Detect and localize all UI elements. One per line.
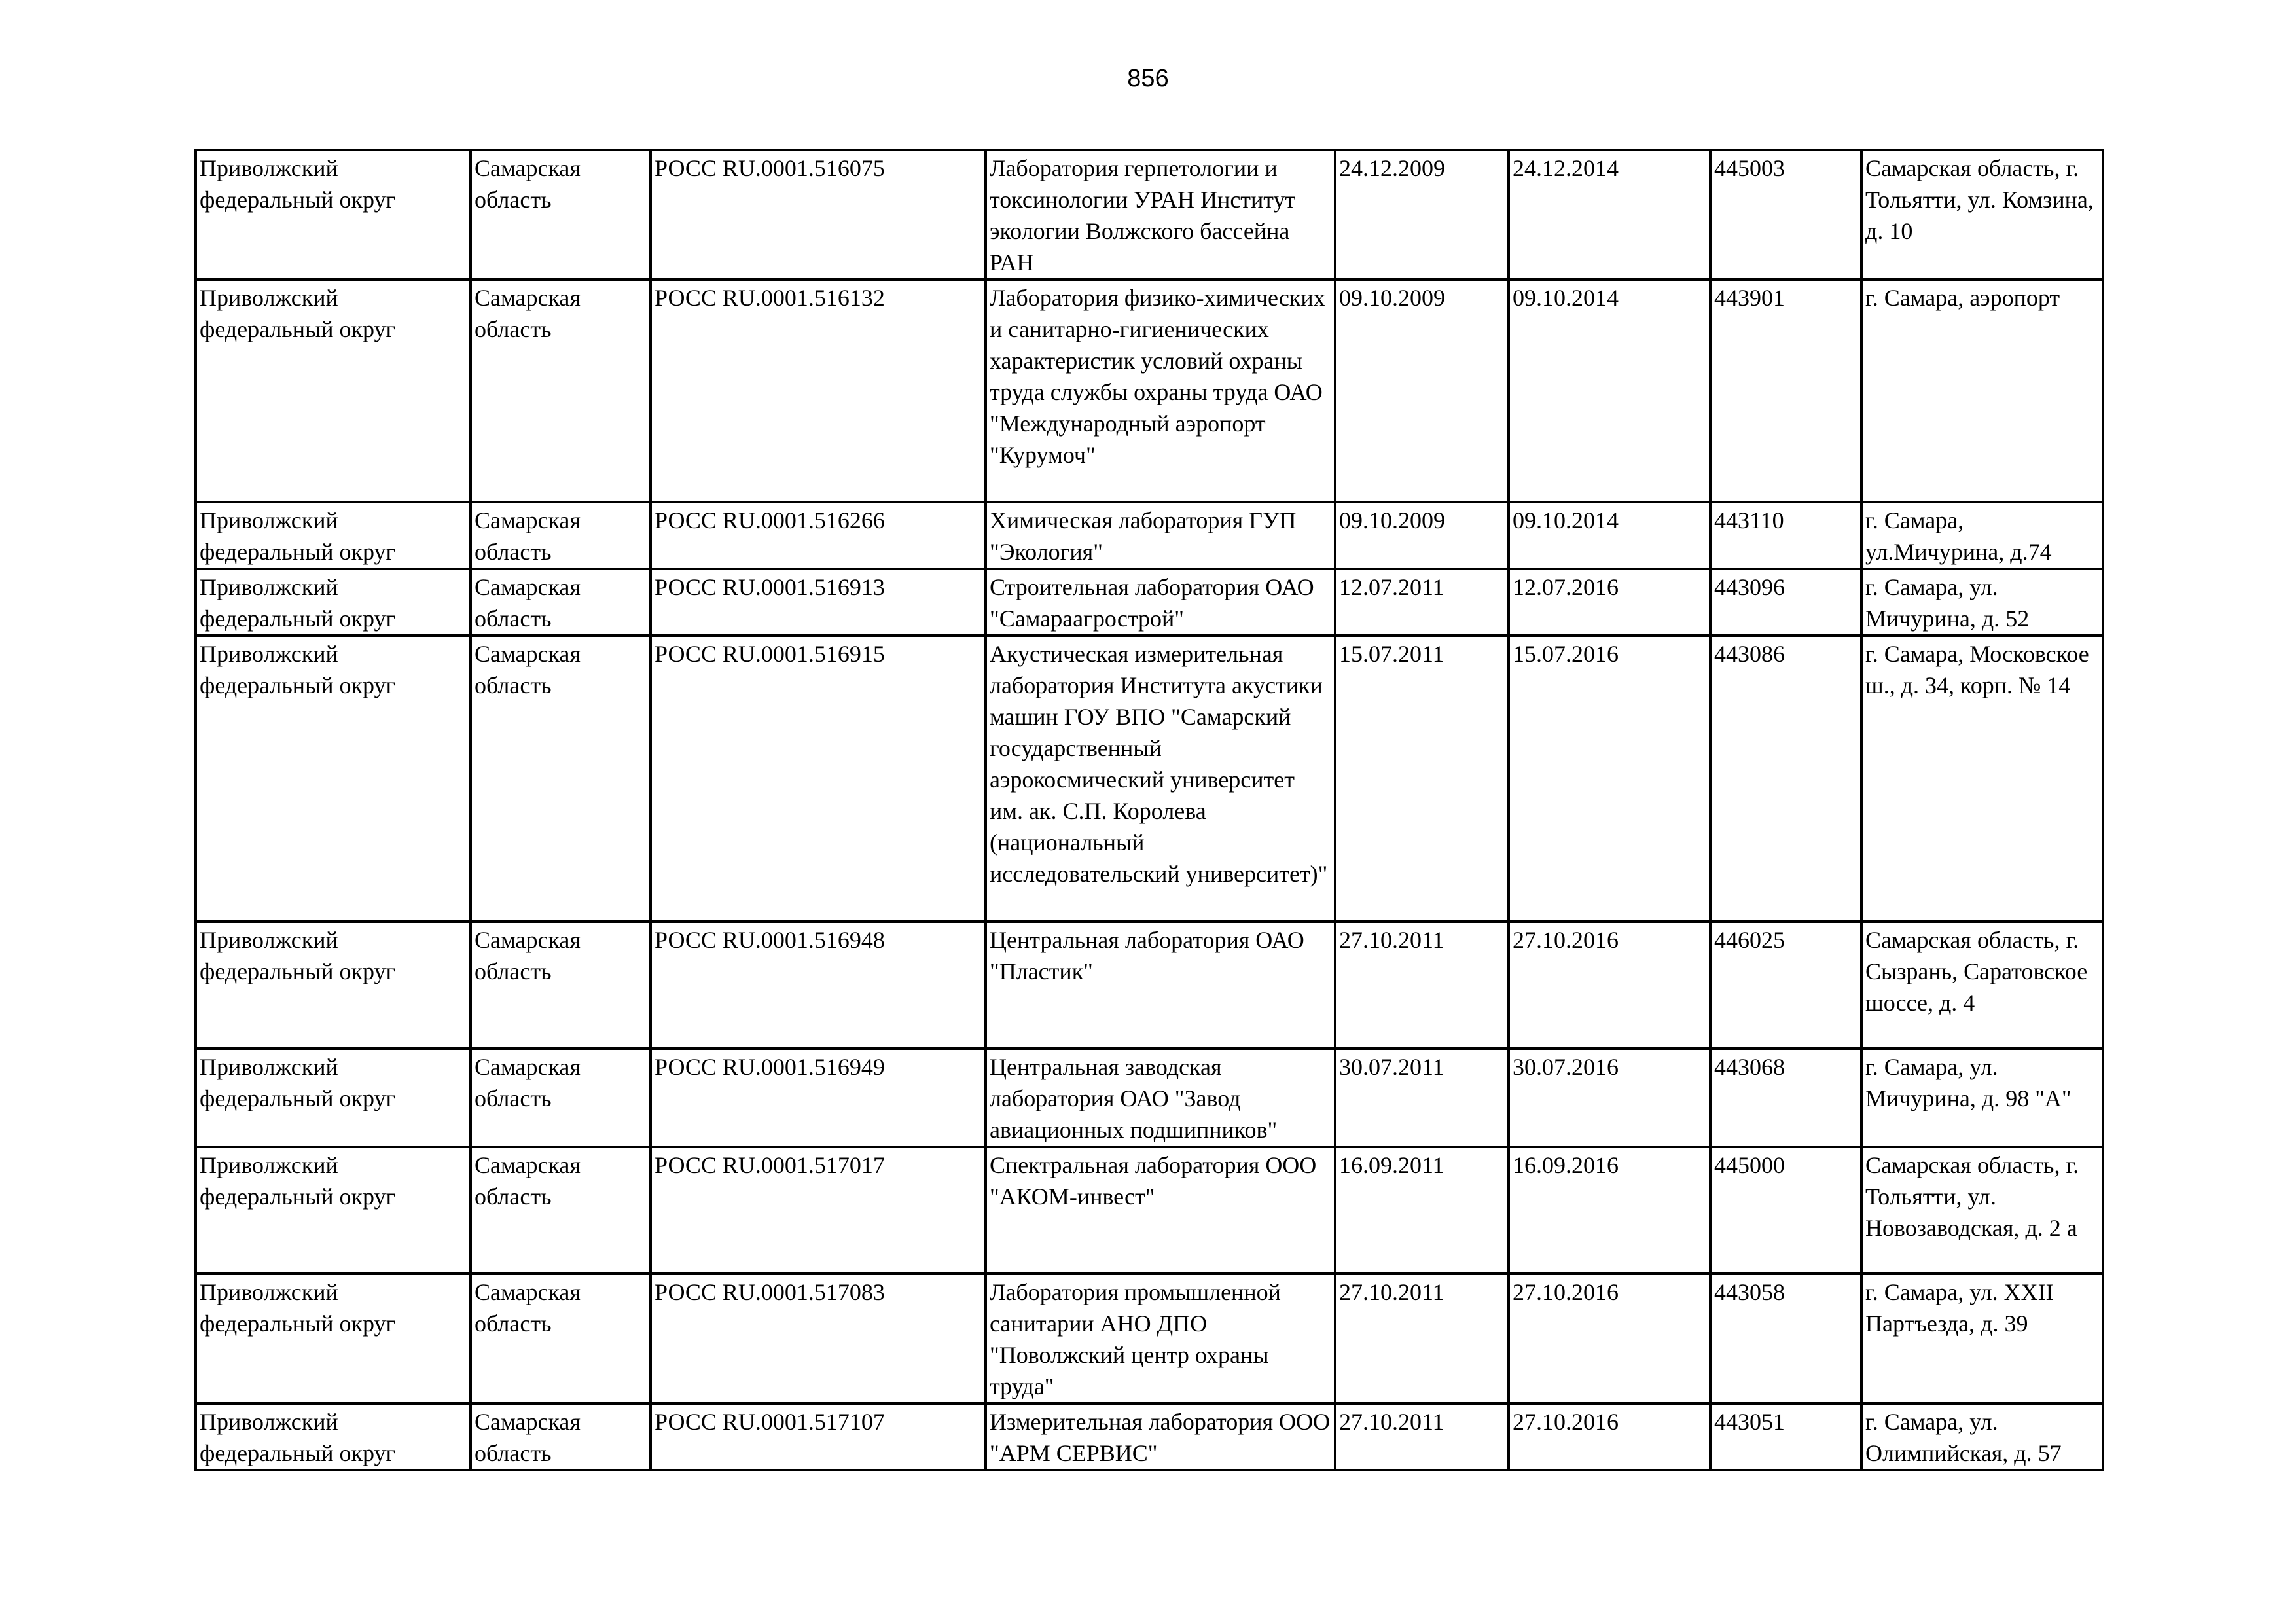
cell-region: Самарская область xyxy=(471,569,651,636)
cell-district: Приволжский федеральный округ xyxy=(196,1403,471,1470)
table-row xyxy=(196,502,2103,569)
cell-address: Самарская область, г. Тольятти, ул. Новозаводская, д. 2 а xyxy=(1861,1147,2103,1274)
cell-address: Самарская область, г. Сызрань, Саратовское шоссе, д. 4 xyxy=(1861,922,2103,1049)
cell-registration-number: РОСС RU.0001.517107 xyxy=(651,1403,986,1470)
cell-district: Приволжский федеральный округ xyxy=(196,1274,471,1403)
cell-date-to: 24.12.2014 xyxy=(1509,150,1710,280)
cell-postal-code: 443068 xyxy=(1710,1049,1861,1147)
cell-region: Самарская область xyxy=(471,1147,651,1274)
cell-registration-number: РОСС RU.0001.516949 xyxy=(651,1049,986,1147)
cell-date-from: 09.10.2009 xyxy=(1335,280,1509,502)
cell-registration-number: РОСС RU.0001.516266 xyxy=(651,502,986,569)
cell-laboratory-name: Измерительная лаборатория ООО "АРМ СЕРВИС" xyxy=(986,1403,1335,1470)
cell-district: Приволжский федеральный округ xyxy=(196,636,471,922)
cell-date-from: 16.09.2011 xyxy=(1335,1147,1509,1274)
cell-address: Самарская область, г. Тольятти, ул. Комзина, д. 10 xyxy=(1861,150,2103,280)
cell-laboratory-name: Строительная лаборатория ОАО "Самараагрострой" xyxy=(986,569,1335,636)
cell-date-from: 27.10.2011 xyxy=(1335,1274,1509,1403)
cell-region: Самарская область xyxy=(471,1403,651,1470)
cell-district: Приволжский федеральный округ xyxy=(196,1049,471,1147)
table-row xyxy=(196,1403,2103,1470)
cell-registration-number: РОСС RU.0001.516132 xyxy=(651,280,986,502)
cell-laboratory-name: Центральная лаборатория ОАО "Пластик" xyxy=(986,922,1335,1049)
table-row xyxy=(196,1274,2103,1403)
cell-district: Приволжский федеральный округ xyxy=(196,922,471,1049)
table-row xyxy=(196,922,2103,1049)
cell-postal-code: 446025 xyxy=(1710,922,1861,1049)
cell-district: Приволжский федеральный округ xyxy=(196,569,471,636)
cell-postal-code: 445000 xyxy=(1710,1147,1861,1274)
cell-region: Самарская область xyxy=(471,922,651,1049)
cell-address: г. Самара, аэропорт xyxy=(1861,280,2103,502)
cell-district: Приволжский федеральный округ xyxy=(196,150,471,280)
cell-address: г. Самара, ул. Олимпийская, д. 57 xyxy=(1861,1403,2103,1470)
cell-laboratory-name: Спектральная лаборатория ООО "АКОМ-инвест" xyxy=(986,1147,1335,1274)
page-number: 856 xyxy=(1127,65,1169,92)
table-row xyxy=(196,569,2103,636)
cell-laboratory-name: Лаборатория промышленной санитарии АНО ДПО "Поволжский центр охраны труда" xyxy=(986,1274,1335,1403)
cell-date-to: 27.10.2016 xyxy=(1509,1403,1710,1470)
cell-date-from: 27.10.2011 xyxy=(1335,922,1509,1049)
cell-postal-code: 443051 xyxy=(1710,1403,1861,1470)
cell-date-from: 09.10.2009 xyxy=(1335,502,1509,569)
cell-district: Приволжский федеральный округ xyxy=(196,502,471,569)
cell-registration-number: РОСС RU.0001.517017 xyxy=(651,1147,986,1274)
table-row xyxy=(196,1147,2103,1274)
cell-district: Приволжский федеральный округ xyxy=(196,1147,471,1274)
cell-date-to: 09.10.2014 xyxy=(1509,280,1710,502)
cell-address: г. Самара, ул. XXII Партъезда, д. 39 xyxy=(1861,1274,2103,1403)
cell-region: Самарская область xyxy=(471,1274,651,1403)
cell-registration-number: РОСС RU.0001.517083 xyxy=(651,1274,986,1403)
cell-registration-number: РОСС RU.0001.516075 xyxy=(651,150,986,280)
table-row xyxy=(196,1049,2103,1147)
cell-region: Самарская область xyxy=(471,502,651,569)
cell-date-to: 30.07.2016 xyxy=(1509,1049,1710,1147)
cell-postal-code: 443096 xyxy=(1710,569,1861,636)
cell-registration-number: РОСС RU.0001.516948 xyxy=(651,922,986,1049)
cell-date-from: 24.12.2009 xyxy=(1335,150,1509,280)
table-row xyxy=(196,636,2103,922)
cell-laboratory-name: Химическая лаборатория ГУП "Экология" xyxy=(986,502,1335,569)
cell-region: Самарская область xyxy=(471,280,651,502)
cell-date-to: 09.10.2014 xyxy=(1509,502,1710,569)
cell-postal-code: 445003 xyxy=(1710,150,1861,280)
cell-registration-number: РОСС RU.0001.516915 xyxy=(651,636,986,922)
cell-laboratory-name: Акустическая измерительная лаборатория Института акустики машин ГОУ ВПО "Самарский государственный аэрокосмический университет им. ак. С.П. Королева (национальный исследовательский университет)" xyxy=(986,636,1335,922)
cell-date-to: 16.09.2016 xyxy=(1509,1147,1710,1274)
cell-postal-code: 443086 xyxy=(1710,636,1861,922)
cell-address: г. Самара, ул. Мичурина, д. 52 xyxy=(1861,569,2103,636)
cell-address: г. Самара, Московское ш., д. 34, корп. № 14 xyxy=(1861,636,2103,922)
cell-region: Самарская область xyxy=(471,1049,651,1147)
cell-registration-number: РОСС RU.0001.516913 xyxy=(651,569,986,636)
cell-date-to: 27.10.2016 xyxy=(1509,1274,1710,1403)
cell-postal-code: 443110 xyxy=(1710,502,1861,569)
laboratory-registry-table xyxy=(194,149,2104,1471)
table-row xyxy=(196,280,2103,502)
cell-region: Самарская область xyxy=(471,636,651,922)
cell-laboratory-name: Центральная заводская лаборатория ОАО "Завод авиационных подшипников" xyxy=(986,1049,1335,1147)
cell-date-to: 15.07.2016 xyxy=(1509,636,1710,922)
cell-date-from: 12.07.2011 xyxy=(1335,569,1509,636)
cell-date-from: 27.10.2011 xyxy=(1335,1403,1509,1470)
cell-address: г. Самара, ул. Мичурина, д. 98 "А" xyxy=(1861,1049,2103,1147)
cell-laboratory-name: Лаборатория физико-химических и санитарно-гигиенических характеристик условий охраны труда службы охраны труда ОАО "Международный аэропорт "Курумоч" xyxy=(986,280,1335,502)
cell-date-from: 15.07.2011 xyxy=(1335,636,1509,922)
table-row xyxy=(196,150,2103,280)
cell-date-to: 27.10.2016 xyxy=(1509,922,1710,1049)
cell-date-from: 30.07.2011 xyxy=(1335,1049,1509,1147)
cell-address: г. Самара, ул.Мичурина, д.74 xyxy=(1861,502,2103,569)
cell-postal-code: 443901 xyxy=(1710,280,1861,502)
cell-date-to: 12.07.2016 xyxy=(1509,569,1710,636)
cell-postal-code: 443058 xyxy=(1710,1274,1861,1403)
cell-laboratory-name: Лаборатория герпетологии и токсинологии УРАН Институт экологии Волжского бассейна РАН xyxy=(986,150,1335,280)
cell-region: Самарская область xyxy=(471,150,651,280)
cell-district: Приволжский федеральный округ xyxy=(196,280,471,502)
